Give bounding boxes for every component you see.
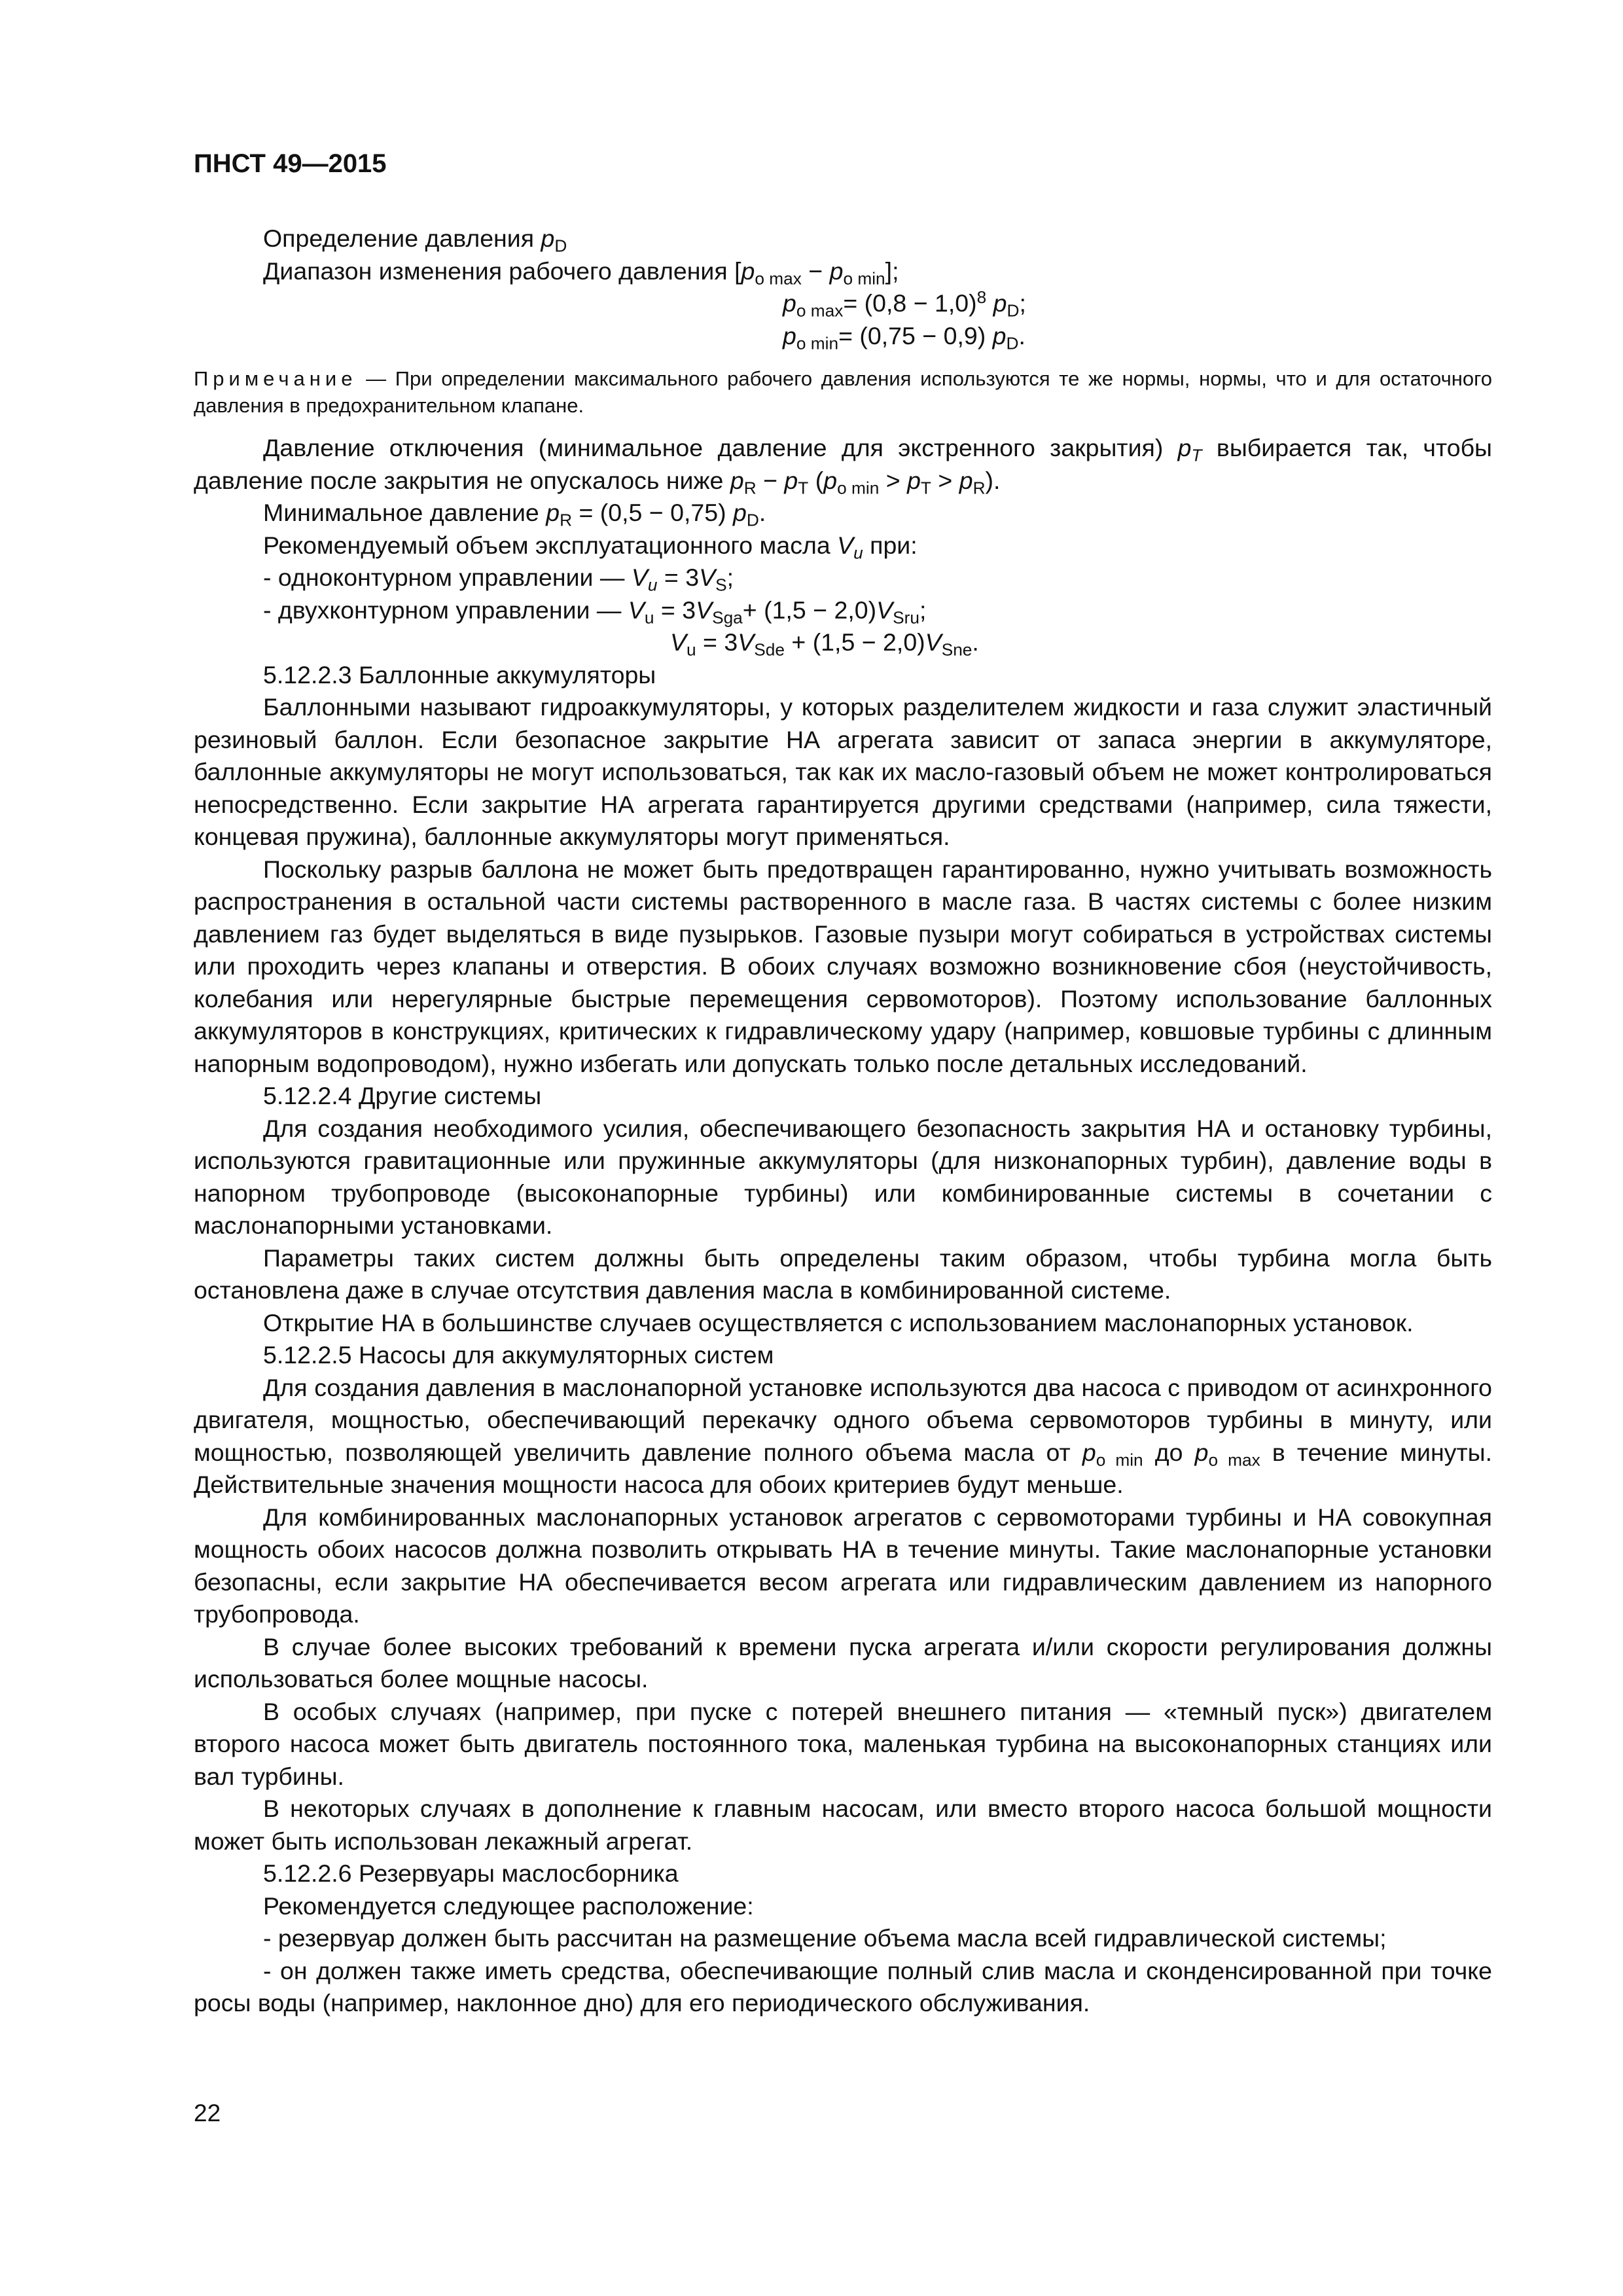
paragraph-pumps: Для создания давления в маслонапорной установке используются два насоса с приводом от асинхронного двигателя, мощностью, обеспечивающий перекачку одного объема сервомоторов турбины в минуту, или мощностью, позволяющей увеличить давление полного объема масла от $p_{o min}$ до $p_{o max}$ в течение минуты. Действительные значения мощности насоса для обоих критериев будут меньше. [194, 1373, 1493, 1498]
paragraph-bladder-rupture: Поскольку разрыв баллона не может быть предотвращен гарантированно, нужно учитывать возможность распространения в остальной части системы растворенного в масле газа. В частях системы с более низким давлением газ будет выделяться в виде пузырьков. Газовые пузыри могут собираться в устройствах системы или проходить через клапаны и отверстия. В обоих случаях возможно возникновение сбоя (неустойчивость, колебания или нерегулярные быстрые перемещения сервомоторов). Поэтому использование баллонных аккумуляторов в конструкциях, критических к гидравлическому удару (например, ковшовые турбины с длинным напорным водопроводом), нужно избегать или допускать только после детальных исследований. [194, 855, 1492, 1077]
paragraph-opening: Открытие НА в большинстве случаев осуществляется с использованием маслонапорных установок. [263, 1308, 1414, 1336]
paragraph-system-parameters: Параметры таких систем должны быть определены таким образом, чтобы турбина могла быть остановлена даже в случае отсутствия давления масла в комбинированной системе. [194, 1244, 1492, 1304]
note-label: Примечание [194, 367, 357, 390]
page-number: 22 [194, 2100, 221, 2126]
list-item: - он должен также иметь средства, обеспечивающие полный слив масла и сконденсированной при точке росы воды (например, наклонное дно) для его периодического обслуживания. [194, 1956, 1492, 2017]
oil-volume-intro: Рекомендуемый объем эксплуатационного масла $V_u$ при: [263, 531, 918, 562]
paragraph-arrangement: Рекомендуется следующее расположение: [263, 1892, 754, 1920]
document-header: ПНСТ 49—2015 [194, 149, 387, 178]
heading-5-12-2-3: 5.12.2.3 Баллонные аккумуляторы [263, 660, 656, 689]
paragraph-other-systems: Для создания необходимого усилия, обеспечивающего безопасность закрытия НА и остановку турбины, используются гравитационные или пружинные аккумуляторы (для низконапорных турбин), давление воды в напорном трубопроводе (высоконапорные турбины) или комбинированные системы в сочетании с маслонапорными установками. [194, 1114, 1492, 1239]
page-body [194, 223, 1492, 2020]
paragraph-higher-requirements: В случае более высоких требований к времени пуска агрегата и/или скорости регулирования должны использоваться более мощные насосы. [194, 1632, 1492, 1693]
pressure-range-line: Диапазон изменения рабочего давления $[p_{o max} - p_{o min}]$; [263, 257, 899, 288]
heading-5-12-2-4: 5.12.2.4 Другие системы [263, 1082, 542, 1109]
pomax-formula: $p_{o max}= (0,8 - 1,0)^8$ $p_D$; [783, 287, 1026, 321]
pd-definition-line: Определение давления $p_D$ [263, 224, 567, 256]
note-paragraph [194, 365, 1492, 419]
paragraph-bladder-accumulators: Баллонными называют гидроаккумуляторы, у которых разделителем жидкости и газа служит эластичный резиновый баллон. Если безопасное закрытие НА агрегата зависит от запаса энергии в аккумуляторе, баллонные аккумуляторы не могут использоваться, так как их масло-газовый объем не может контролироваться непосредственно. Если закрытие НА агрегата гарантируется другими средствами (например, сила тяжести, концевая пружина), баллонные аккумуляторы могут применяться. [194, 693, 1492, 850]
paragraph-combined-units: Для комбинированных маслонапорных установок агрегатов с сервомоторами турбины и НА совокупная мощность обоих насосов должна позволить открывать НА в течение минуты. Такие маслонапорные установки безопасны, если закрытие НА обеспечивается весом агрегата или гидравлическим давлением из напорного трубопровода. [194, 1503, 1492, 1628]
heading-5-12-2-5: 5.12.2.5 Насосы для аккумуляторных систем [263, 1341, 774, 1369]
double-loop-formula-2: $V_u = 3V_{Sde} + (1,5 - 2,0)V_{Sne}$. [670, 628, 979, 660]
pomin-formula: $p_{o min}= (0,75 - 0,9)$ $p_D$. [783, 321, 1026, 353]
heading-5-12-2-6: 5.12.2.6 Резервуары маслосборника [263, 1859, 679, 1887]
list-item: - резервуар должен быть рассчитан на размещение объема масла всей гидравлической системы; [263, 1924, 1387, 1952]
paragraph-leakage-unit: В некоторых случаях в дополнение к главным насосам, или вместо второго насоса большой мощности может быть использован лекажный агрегат. [194, 1795, 1492, 1855]
paragraph-special-cases: В особых случаях (например, при пуске с потерей внешнего питания — «темный пуск») двигателем второго насоса может быть двигатель постоянного тока, маленькая турбина на высоконапорных станциях или вал турбины. [194, 1697, 1492, 1790]
shutoff-paragraph: Давление отключения (минимальное давление для экстренного закрытия) $p_T$ выбирается так, чтобы давление после закрытия не опускалось ниже $p_R - p_T$ $(p_{o min} > p_T > p_R)$. [194, 434, 1493, 497]
single-loop-line: - одноконтурном управлении — $V_u = 3V_S$; [263, 564, 734, 595]
note-text: — При определении максимального рабочего давления используются те же нормы, нормы, что и для остаточного давления в предохранительном клапане. [194, 367, 1492, 417]
double-loop-line: - двухконтурном управлении — $V_u = 3V_{Sga}+ (1,5 - 2,0)V_{Sru}$; [263, 596, 927, 627]
min-pressure-line: Минимальное давление $p_R = (0,5 - 0,75)$ $p_D$. [263, 499, 766, 530]
